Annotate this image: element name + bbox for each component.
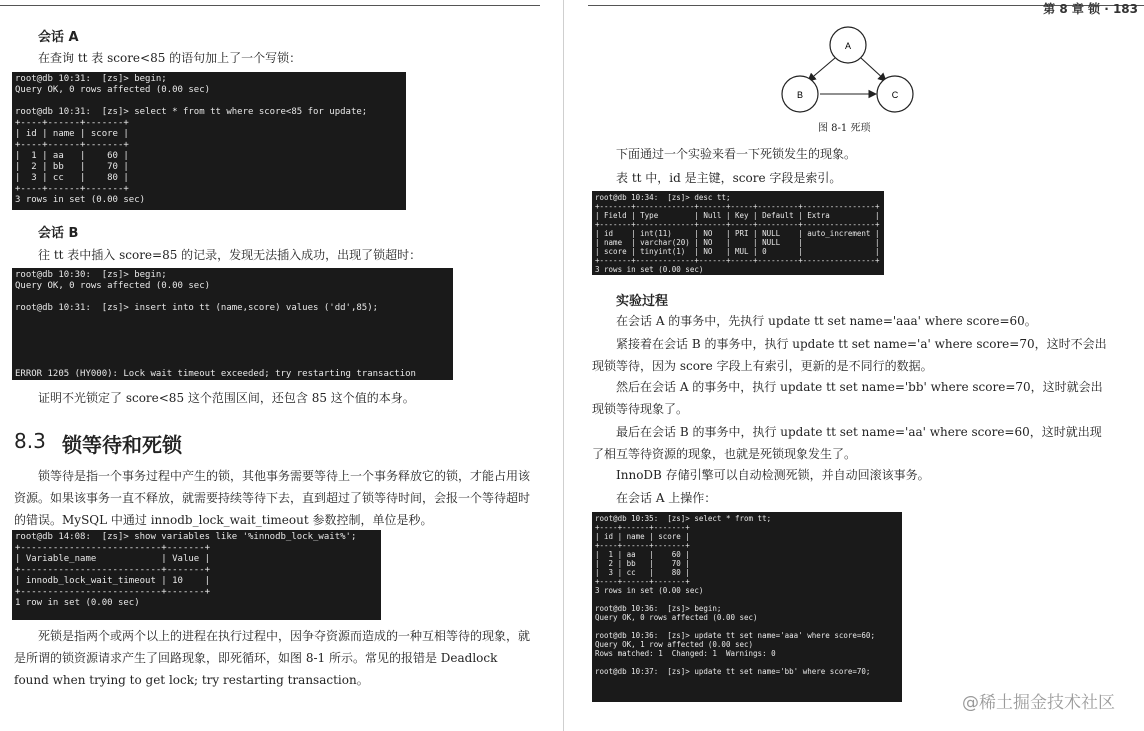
step-1: 在会话 A 的事务中，先执行 update tt set name='aaa' where score=60。 (616, 314, 1037, 328)
left-page (0, 0, 562, 731)
terminal-line: Rows matched: 1 Changed: 1 Warnings: 0 (595, 649, 776, 658)
terminal-line: root@db 10:31: [zs]> begin; (15, 74, 167, 84)
terminal-line (15, 292, 450, 303)
terminal-line: root@db 10:31: [zs]> select * from tt where score<85 for update; (15, 107, 368, 117)
top-rule (0, 5, 540, 6)
terminal-line: 3 rows in set (0.00 sec) (595, 265, 704, 274)
node-c-label: C (891, 90, 899, 100)
terminal-line: Query OK, 0 rows affected (0.00 sec) (15, 281, 211, 291)
terminal-line: | id | name | score | (595, 532, 690, 541)
lock-wait-paragraph: 锁等待是指一个事务过程中产生的锁，其他事务需要等待上一个事务释放它的锁，才能占用该资源。如果该事务一直不释放，就需要持续等待下去，直到超过了锁等待时间，会报一个等待超时的错误。MySQL 中通过 innodb_lock_wait_timeout 参数控制，单位是秒。 (14, 469, 531, 527)
terminal-line: | id | name | score | (15, 129, 129, 139)
terminal-line: +----+------+-------+ (595, 577, 690, 586)
terminal-line: | Variable_name | Value | (15, 554, 211, 564)
terminal-line: +----+------+-------+ (15, 118, 129, 128)
terminal-line: | 1 | aa | 60 | (595, 550, 690, 559)
section-number: 8.3 (14, 429, 46, 453)
terminal-line: +--------------------------+-------+ (15, 565, 211, 575)
page-header: 第 8 章 锁 · 183 (1043, 2, 1138, 16)
terminal-line: root@db 10:35: [zs]> select * from tt; (595, 514, 772, 523)
terminal-line: | id | int(11) | NO | PRI | NULL | auto_increment | (595, 229, 880, 238)
terminal-line (15, 96, 403, 107)
terminal-line: +--------------------------+-------+ (15, 587, 211, 597)
node-a-label: A (844, 41, 852, 51)
figure-caption: 图 8-1 死琐 (818, 123, 871, 134)
terminal-line: root@db 14:08: [zs]> show variables like '%innodb_lock_wait%'; (15, 532, 357, 542)
terminal-line: +-------+-------------+------+-----+---------+----------------+ (595, 256, 880, 265)
terminal-line: +--------------------------+-------+ (15, 543, 211, 553)
node-b-label: B (796, 90, 804, 100)
terminal-line: | 1 | aa | 60 | (15, 151, 129, 161)
session-a-intro: 在查询 tt 表 score<85 的语句加上了一个写锁： (38, 51, 302, 65)
terminal-line: | 2 | bb | 70 | (595, 559, 690, 568)
table-intro: 表 tt 中，id 是主键，score 字段是索引。 (616, 171, 842, 185)
right-page (568, 0, 1144, 731)
terminal-line: 3 rows in set (0.00 sec) (15, 195, 146, 205)
terminal-line (15, 347, 450, 358)
edge-a-to-b (808, 58, 835, 81)
terminal-line: Query OK, 0 rows affected (0.00 sec) (15, 85, 211, 95)
terminal-line: Query OK, 0 rows affected (0.00 sec) (595, 613, 758, 622)
terminal-line (595, 595, 899, 604)
terminal-line: ERROR 1205 (HY000): Lock wait timeout exceeded; try restarting transaction (15, 369, 416, 379)
terminal-line: +----+------+-------+ (595, 523, 690, 532)
watermark: @稀土掘金技术社区 (962, 693, 1115, 713)
step-5: InnoDB 存储引擎可以自动检测死锁，并自动回滚该事务。 (616, 468, 930, 482)
terminal-line: 3 rows in set (0.00 sec) (595, 586, 704, 595)
session-b-intro: 往 tt 表中插入 score=85 的记录，发现无法插入成功，出现了锁超时： (38, 248, 422, 262)
terminal-line: +----+------+-------+ (15, 140, 129, 150)
step-6: 在会话 A 上操作： (616, 491, 717, 505)
terminal-line (595, 658, 899, 667)
terminal-line: | innodb_lock_wait_timeout | 10 | (15, 576, 211, 586)
terminal-line (595, 622, 899, 631)
session-b-title: 会话 B (38, 226, 79, 241)
terminal-line: +----+------+-------+ (15, 184, 129, 194)
terminal-line: root@db 10:36: [zs]> update tt set name='aaa' where score=60; (595, 631, 875, 640)
step-2: 紧接着在会话 B 的事务中，执行 update tt set name='a' where score=70，这时不会出现锁等待，因为 score 字段上有索引，更新的是不同行的数据。 (592, 337, 1107, 373)
terminal-line: | score | tinyint(1) | NO | MUL | 0 | | (595, 247, 880, 256)
terminal-line (15, 358, 450, 369)
terminal-line: +-------+-------------+------+-----+---------+----------------+ (595, 202, 880, 211)
terminal-line (15, 336, 450, 347)
terminal-line: | 3 | cc | 80 | (595, 568, 690, 577)
section-title: 锁等待和死锁 (62, 433, 182, 457)
step-4: 最后在会话 B 的事务中，执行 update tt set name='aa' where score=60，这时就出现了相互等待资源的现象，也就是死锁现象发生了。 (592, 425, 1102, 461)
terminal-desc-tt (592, 191, 884, 275)
terminal-show-variables (12, 530, 381, 620)
experiment-title: 实验过程 (616, 294, 669, 309)
session-a-title: 会话 A (38, 30, 79, 45)
terminal-line: root@db 10:36: [zs]> begin; (595, 604, 722, 613)
terminal-line: | 3 | cc | 80 | (15, 173, 129, 183)
deadlock-diagram (768, 20, 928, 120)
terminal-line (15, 314, 450, 325)
terminal-line: root@db 10:31: [zs]> insert into tt (name,score) values ('dd',85); (15, 303, 379, 313)
terminal-line: root@db 10:30: [zs]> begin; (15, 270, 167, 280)
step-3: 然后在会话 A 的事务中，执行 update tt set name='bb' where score=70，这时就会出现锁等待现象了。 (592, 380, 1103, 416)
terminal-line: Query OK, 1 row affected (0.00 sec) (595, 640, 754, 649)
terminal-line: | name | varchar(20) | NO | | NULL | | (595, 238, 880, 247)
terminal-session-a (592, 512, 902, 702)
terminal-select-for-update (12, 72, 406, 210)
terminal-line: 1 row in set (0.00 sec) (15, 598, 140, 608)
page-divider (563, 0, 564, 731)
terminal-line: root@db 10:37: [zs]> update tt set name='bb' where score=70; (595, 667, 871, 676)
terminal-line: root@db 10:34: [zs]> desc tt; (595, 193, 731, 202)
terminal-line: +-------+-------------+------+-----+---------+----------------+ (595, 220, 880, 229)
terminal-line: +----+------+-------+ (595, 541, 690, 550)
edge-a-to-c (861, 58, 886, 81)
proof-text: 证明不光锁定了 score<85 这个范围区间，还包含 85 这个值的本身。 (38, 391, 415, 405)
terminal-line: | Field | Type | Null | Key | Default | Extra | (595, 211, 880, 220)
terminal-insert-timeout (12, 268, 453, 380)
deadlock-paragraph: 死锁是指两个或两个以上的进程在执行过程中，因争夺资源而造成的一种互相等待的现象，就是所谓的锁资源请求产生了回路现象，即死循环，如图 8-1 所示。常见的报错是 Deadlock found when trying to get lock; try restarting transaction。 (14, 629, 531, 687)
terminal-line (15, 325, 450, 336)
terminal-line: | 2 | bb | 70 | (15, 162, 129, 172)
experiment-intro: 下面通过一个实验来看一下死锁发生的现象。 (616, 147, 857, 161)
